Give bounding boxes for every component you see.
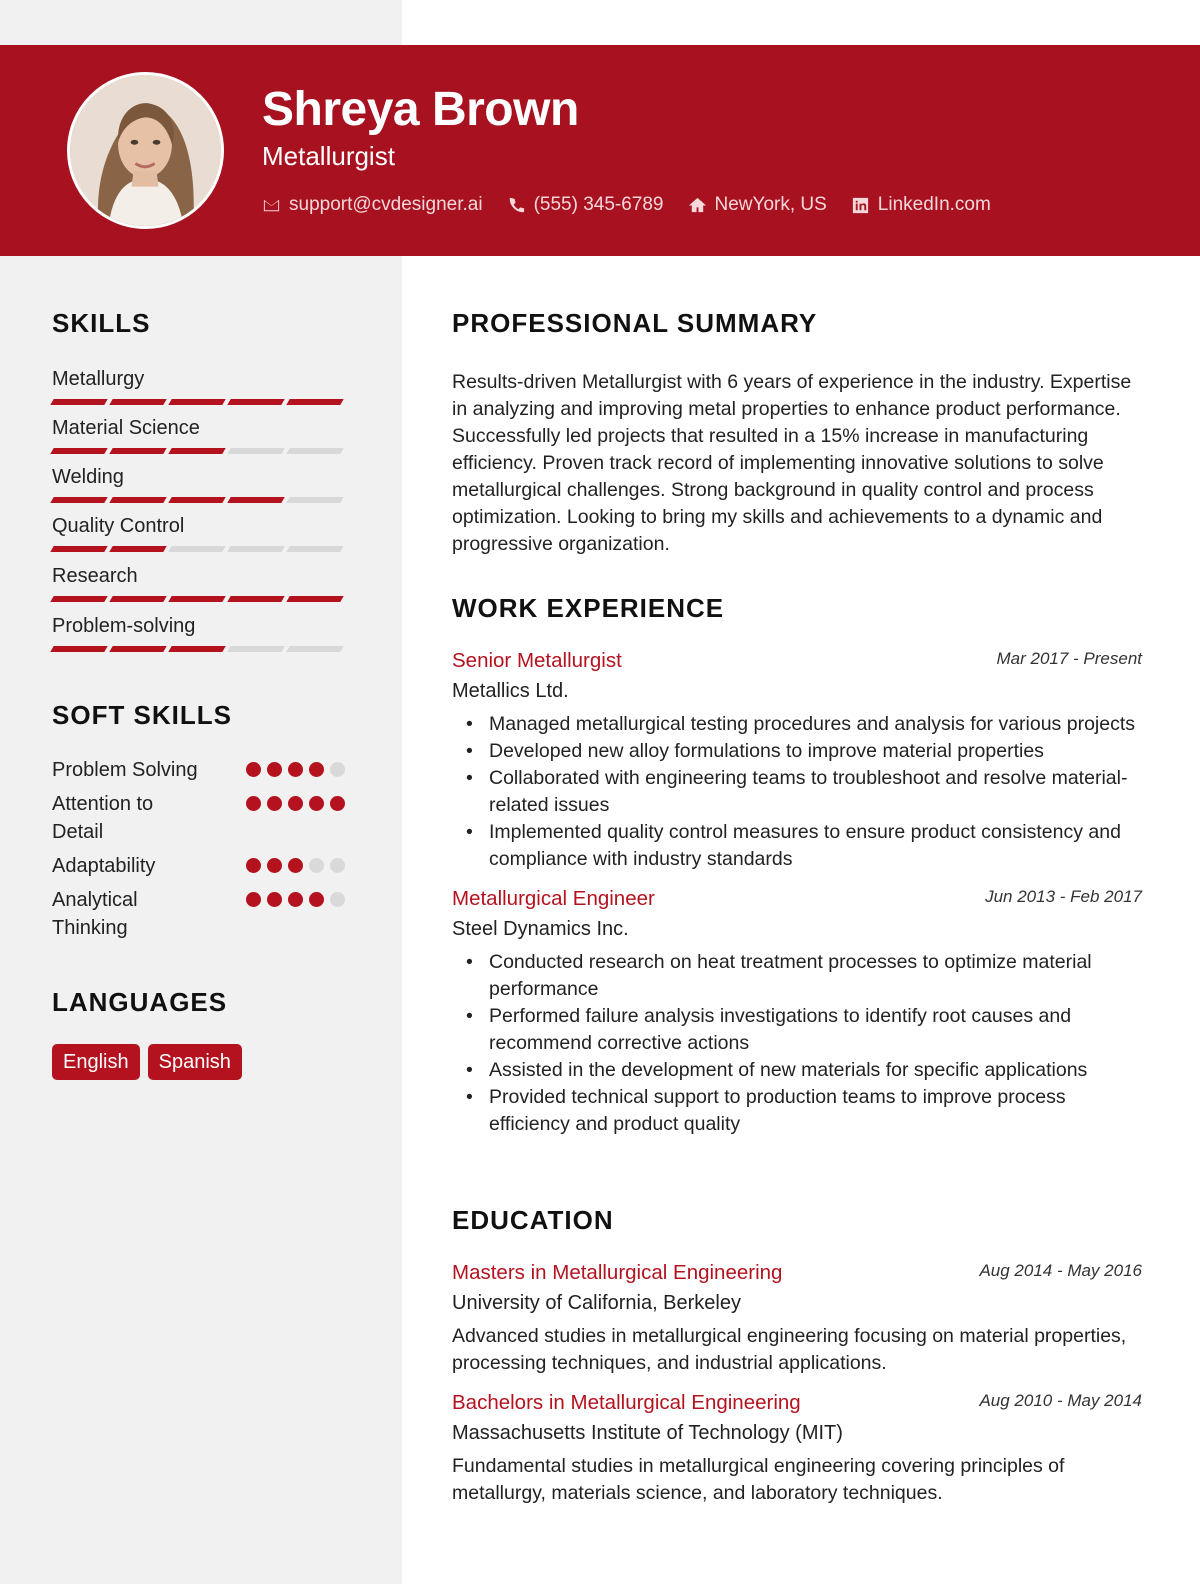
skill-level-bar [52,596,348,602]
education-heading: EDUCATION [452,1205,614,1235]
job-header [452,649,1142,677]
skill-segment-filled [50,596,107,602]
job-role: Metallurgical Engineer [452,887,655,910]
skill-label: Research [52,565,138,587]
rating-dot-filled [246,892,261,907]
skill-segment-empty [168,546,225,552]
skill-segment-filled [109,596,166,602]
skill-segment-filled [50,448,107,454]
job-bullet: • Conducted research on heat treatment processes to optimize material performance [452,949,1142,1003]
skill-level-bar [52,497,348,503]
skill-segment-empty [286,646,343,652]
soft-skill-label: Analytical Thinking [52,889,138,939]
skills-heading: SKILLS [52,308,151,338]
job-entry [452,649,1142,873]
education-description: Fundamental studies in metallurgical engineering covering principles of metallurgy, materials science, and laboratory techniques. [452,1455,1065,1504]
soft-skill-item [52,790,348,846]
education-school: University of California, Berkeley [452,1292,741,1314]
summary-section [452,308,1142,558]
job-bullet: • Provided technical support to production teams to improve process efficiency and product quality [452,1084,1142,1138]
soft-skill-item [52,886,348,942]
skill-segment-filled [168,596,225,602]
job-bullets [452,711,1142,873]
skill-segment-empty [227,448,284,454]
skill-level-bar [52,399,348,405]
skill-segment-empty [227,546,284,552]
contact-linkedin[interactable] [851,194,991,216]
summary-text: Results-driven Metallurgist with 6 years of experience in the industry. Expertise in analyzing and improving metal properties to enhance product performance. Successfully led projects that resulted in a 15% increase in manufacturing efficiency. Proven track record of implementing innovative solutions to solve metallurgical challenges. Strong background in quality control and process optimization. Looking to bring my skills and achievements to a dynamic and progressive organization. [452,371,1132,555]
experience-section [452,593,1142,1138]
rating-dot-filled [246,858,261,873]
soft-skill-label: Attention to Detail [52,793,154,843]
skill-segment-filled [168,399,225,405]
home-icon [688,196,707,215]
job-dates: Mar 2017 - Present [996,649,1142,668]
soft-skill-item [52,756,348,784]
contact-list [262,190,1015,220]
skill-segment-filled [227,399,284,405]
job-bullet: • Implemented quality control measures to ensure product consistency and compliance with industry standards [452,819,1142,873]
soft-skill-rating [246,858,351,873]
education-degree: Bachelors in Metallurgical Engineering [452,1391,801,1414]
candidate-name: Shreya Brown [262,83,579,136]
envelope-icon [262,196,281,215]
skill-segment-filled [50,646,107,652]
languages-list [52,1044,250,1080]
profile-photo [70,75,221,226]
skill-segment-empty [286,448,343,454]
skill-item [52,564,348,602]
rating-dot-filled [288,762,303,777]
rating-dot-filled [267,762,282,777]
education-description: Advanced studies in metallurgical engineering focusing on material properties, processing techniques, and industrial applications. [452,1325,1127,1374]
skill-segment-filled [227,497,284,503]
skill-level-bar [52,448,348,454]
language-badge: Spanish [148,1044,242,1080]
skill-segment-filled [50,546,107,552]
rating-dot-filled [267,892,282,907]
job-entry [452,887,1142,1138]
languages-heading: LANGUAGES [52,987,228,1017]
skill-segment-empty [286,497,343,503]
job-company: Steel Dynamics Inc. [452,918,629,940]
skill-item [52,465,348,503]
education-dates: Aug 2010 - May 2014 [979,1391,1142,1410]
rating-dot-filled [246,762,261,777]
soft-skill-rating [246,892,351,907]
skill-label: Quality Control [52,515,185,537]
education-school: Massachusetts Institute of Technology (MIT) [452,1422,843,1444]
education-entry [452,1391,1142,1507]
skill-label: Welding [52,466,124,488]
education-header [452,1391,1142,1419]
soft-skill-item [52,852,348,880]
soft-skill-rating [246,796,351,811]
skill-segment-filled [50,399,107,405]
rating-dot-filled [288,858,303,873]
education-degree: Masters in Metallurgical Engineering [452,1261,783,1284]
experience-heading: WORK EXPERIENCE [452,593,725,623]
rating-dot-empty [330,762,345,777]
contact-email-text: support@cvdesigner.ai [289,194,483,215]
skill-item [52,416,348,454]
skill-segment-filled [109,399,166,405]
rating-dot-empty [330,892,345,907]
contact-phone-text: (555) 345-6789 [533,194,664,215]
soft-skill-rating [246,762,351,777]
education-dates: Aug 2014 - May 2016 [979,1261,1142,1280]
rating-dot-filled [309,762,324,777]
skill-segment-filled [109,497,166,503]
skill-item [52,367,348,405]
contact-location-text: NewYork, US [714,194,827,215]
skill-label: Problem-solving [52,615,196,637]
job-bullet: • Performed failure analysis investigations to identify root causes and recommend corrective actions [452,1003,1142,1057]
skill-segment-empty [286,546,343,552]
skill-segment-filled [109,546,166,552]
linkedin-icon [851,196,870,215]
skill-segment-filled [109,448,166,454]
rating-dot-filled [267,858,282,873]
skill-label: Metallurgy [52,368,145,390]
candidate-title: Metallurgist [262,141,395,171]
rating-dot-empty [330,858,345,873]
rating-dot-filled [246,796,261,811]
job-bullet: • Assisted in the development of new materials for specific applications [452,1057,1142,1084]
skill-segment-filled [168,646,225,652]
job-bullet: • Developed new alloy formulations to improve material properties [452,738,1142,765]
rating-dot-filled [288,892,303,907]
skill-segment-filled [227,596,284,602]
skill-segment-filled [50,497,107,503]
job-role: Senior Metallurgist [452,649,622,672]
skill-level-bar [52,546,348,552]
job-header [452,887,1142,915]
education-section [452,1205,1142,1507]
skill-level-bar [52,646,348,652]
contact-email[interactable] [262,194,483,216]
contact-linkedin-text: LinkedIn.com [877,194,991,215]
rating-dot-filled [288,796,303,811]
rating-dot-filled [330,796,345,811]
rating-dot-filled [309,892,324,907]
rating-dot-empty [309,858,324,873]
skill-item [52,614,348,652]
soft-skill-label: Adaptability [52,855,156,877]
rating-dot-filled [267,796,282,811]
summary-heading: PROFESSIONAL SUMMARY [452,308,818,338]
skill-segment-filled [168,497,225,503]
job-bullet: • Managed metallurgical testing procedures and analysis for various projects [452,711,1142,738]
phone-icon [507,196,526,215]
skill-segment-filled [168,448,225,454]
education-entry [452,1261,1142,1377]
skill-segment-empty [227,646,284,652]
skill-item [52,514,348,552]
soft-skills-heading: SOFT SKILLS [52,700,232,730]
job-bullets [452,949,1142,1138]
avatar [67,72,224,229]
job-company: Metallics Ltd. [452,680,569,702]
education-header [452,1261,1142,1289]
skill-segment-filled [286,399,343,405]
job-dates: Jun 2013 - Feb 2017 [985,887,1142,906]
contact-phone[interactable] [507,194,664,216]
language-badge: English [52,1044,140,1080]
rating-dot-filled [309,796,324,811]
job-bullet: • Collaborated with engineering teams to troubleshoot and resolve material-related issues [452,765,1142,819]
skill-label: Material Science [52,417,200,439]
contact-location [688,194,827,216]
skill-segment-filled [109,646,166,652]
soft-skill-label: Problem Solving [52,759,198,781]
skill-segment-filled [286,596,343,602]
